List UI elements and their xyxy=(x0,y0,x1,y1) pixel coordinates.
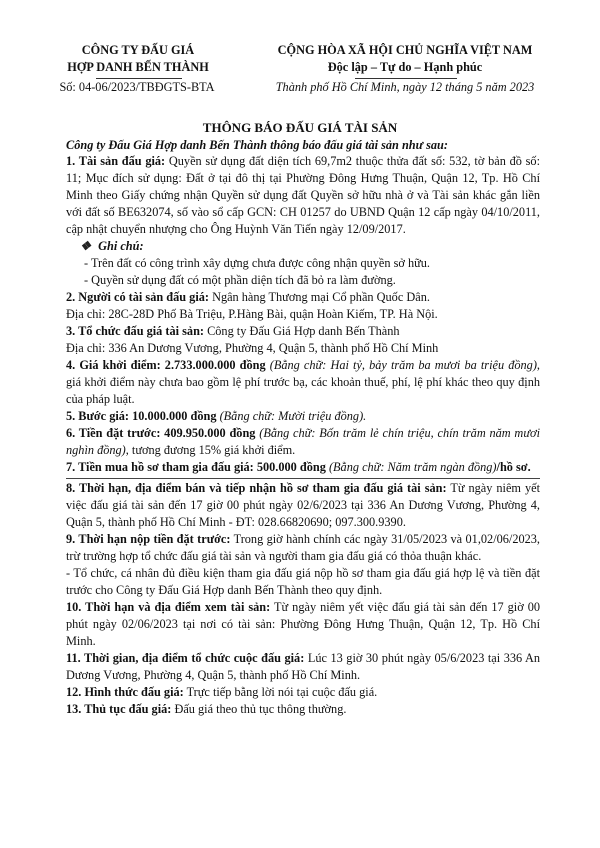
item-9-text: Trong giờ hành chính các ngày 31/05/2023 và 01,02/06/2023, trừ trường hợp tổ chức đấu giá tài sản và người tham gia đấu giá có thỏa thuận khác. xyxy=(66,532,540,563)
item-10-label: 10. Thời hạn và địa điểm xem tài sản: xyxy=(66,600,271,614)
item-3-address: Địa chỉ: 336 An Dương Vương, Phường 4, Quận 5, thành phố Hồ Chí Minh xyxy=(66,341,439,355)
note-title xyxy=(66,238,540,255)
item-2 xyxy=(66,289,540,306)
item-9 xyxy=(66,531,540,565)
item-1 xyxy=(66,153,540,238)
item-13 xyxy=(66,701,540,718)
item-5 xyxy=(66,408,540,425)
item-12-label: 12. Hình thức đấu giá: xyxy=(66,685,184,699)
item-7-tail: /hồ sơ. xyxy=(496,460,531,474)
company-name-line2: HỢP DANH BẾN THÀNH xyxy=(67,60,209,74)
item-10-text: Từ ngày niêm yết việc đấu giá tài sản đến 17 giờ 00 phút ngày 02/06/2023 tại nơi có tài sản: Phường Đông Hưng Thuận, Quận 12, Tp. Hồ Chí Minh. xyxy=(66,600,540,648)
place-date: Thành phố Hồ Chí Minh, ngày 12 tháng 5 năm 2023 xyxy=(275,80,535,94)
intro-text: Công ty Đấu Giá Hợp danh Bến Thành thông báo đấu giá tài sản như sau: xyxy=(66,138,448,152)
item-1-text: Quyền sử dụng đất diện tích 69,7m2 thuộc thửa đất số: 532, tờ bản đồ số: 11; Mục đích sử dụng: Đất ở tại đô thị tại Phường Đông Hưng Thuận, Quận 12, Tp. Hồ Chí Minh theo Giấy chứng nhận Quyền sử dụng đất Quyền sở hữu nhà ở và Tài sản khác gắn liền với đất số BE632074, số vào sổ cấp GCN: CH 01257 do UBND Quận 12 cấp ngày 04/10/2011, cập nhật chuyển nhượng cho Ông Huỳnh Văn Tiến ngày 12/09/2017. xyxy=(66,154,540,236)
section-divider xyxy=(66,478,540,479)
item-9-note: - Tổ chức, cá nhân đủ điều kiện tham gia đấu giá nộp hồ sơ tham gia đấu giá hợp lệ và tiền đặt trước cho Công ty Đấu Giá Hợp danh Bến Thành theo quy định. xyxy=(66,566,540,597)
item-4-words: (Bằng chữ: Hai tỷ, bảy trăm ba mươi ba triệu đồng) xyxy=(269,358,537,372)
item-4-text: , giá khởi điểm này chưa bao gồm lệ phí trước bạ, các khoản thuế, phí, lệ phí khác theo quy định của pháp luật. xyxy=(66,358,540,406)
item-6-words: (Bằng chữ: Bốn trăm lẻ chín triệu, chín trăm năm mươi nghìn đồng) xyxy=(66,426,541,457)
item-6 xyxy=(66,425,540,459)
item-7-words: (Bằng chữ: Năm trăm ngàn đồng) xyxy=(328,460,497,474)
item-5-label: 5. Bước giá: 10.000.000 đồng xyxy=(66,409,217,423)
item-9-label: 9. Thời hạn nộp tiền đặt trước: xyxy=(66,532,231,546)
motto-underline xyxy=(355,78,457,79)
company-underline xyxy=(96,78,182,79)
item-4-label: 4. Giá khởi điểm: 2.733.000.000 đồng xyxy=(66,358,266,372)
item-8 xyxy=(66,480,540,531)
item-7 xyxy=(66,459,540,476)
item-11-text: Lúc 13 giờ 30 phút ngày 05/6/2023 tại 336 An Dương Vương, Phường 4, Quận 5, thành phố Hồ Chí Minh. xyxy=(66,651,541,682)
page-title: THÔNG BÁO ĐẤU GIÁ TÀI SẢN xyxy=(202,120,398,135)
company-name-line1: CÔNG TY ĐẤU GIÁ xyxy=(81,43,195,57)
item-6-text: , tương đương 15% giá khởi điểm. xyxy=(125,443,296,457)
item-11-label: 11. Thời gian, địa điểm tổ chức cuộc đấu giá: xyxy=(66,651,305,665)
item-13-text: Đấu giá theo thủ tục thông thường. xyxy=(174,702,347,716)
item-12-text: Trực tiếp bằng lời nói tại cuộc đấu giá. xyxy=(186,685,378,699)
item-11 xyxy=(66,650,540,684)
note-1: - Trên đất có công trình xây dựng chưa được công nhận quyền sở hữu. xyxy=(84,256,430,270)
nation-title: CỘNG HÒA XÃ HỘI CHỦ NGHĨA VIỆT NAM xyxy=(277,43,533,57)
item-6-label: 6. Tiền đặt trước: 409.950.000 đồng xyxy=(66,426,256,440)
item-13-label: 13. Thủ tục đấu giá: xyxy=(66,702,172,716)
document-header xyxy=(0,42,600,102)
item-2-address: Địa chỉ: 28C-28D Phố Bà Triệu, P.Hàng Bài, quận Hoàn Kiếm, TP. Hà Nội. xyxy=(66,307,438,321)
item-2-text: Ngân hàng Thương mại Cổ phần Quốc Dân. xyxy=(212,290,430,304)
document-body xyxy=(66,153,540,718)
item-4 xyxy=(66,357,540,408)
item-5-words: (Bằng chữ: Mười triệu đồng). xyxy=(219,409,367,423)
note-title-text: Ghi chú: xyxy=(98,239,144,253)
diamond-bullet-icon: ❖ xyxy=(80,239,92,253)
motto: Độc lập – Tự do – Hạnh phúc xyxy=(327,60,483,74)
item-3-text: Công ty Đấu Giá Hợp danh Bến Thành xyxy=(207,324,400,338)
item-7-label: 7. Tiền mua hồ sơ tham gia đấu giá: 500.000 đồng xyxy=(66,460,326,474)
item-10 xyxy=(66,599,540,650)
item-8-label: 8. Thời hạn, địa điểm bán và tiếp nhận hồ sơ tham gia đấu giá tài sản: xyxy=(66,481,447,495)
item-3-label: 3. Tổ chức đấu giá tài sản: xyxy=(66,324,204,338)
doc-number: Số: 04-06/2023/TBĐGTS-BTA xyxy=(59,80,215,94)
item-12 xyxy=(66,684,540,701)
item-3 xyxy=(66,323,540,340)
note-2: - Quyền sử dụng đất có một phần diện tích đã bỏ ra làm đường. xyxy=(84,273,396,287)
item-8-text: Từ ngày niêm yết việc đấu giá tài sản đến 17 giờ 00 phút ngày 02/6/2023 tại 336 An Dương Vương, Phường 4, Quận 5, thành phố Hồ Chí Minh - ĐT: 028.66820690; 097.300.9390. xyxy=(66,481,540,529)
item-1-label: 1. Tài sản đấu giá: xyxy=(66,154,166,168)
item-2-label: 2. Người có tài sản đấu giá: xyxy=(66,290,209,304)
